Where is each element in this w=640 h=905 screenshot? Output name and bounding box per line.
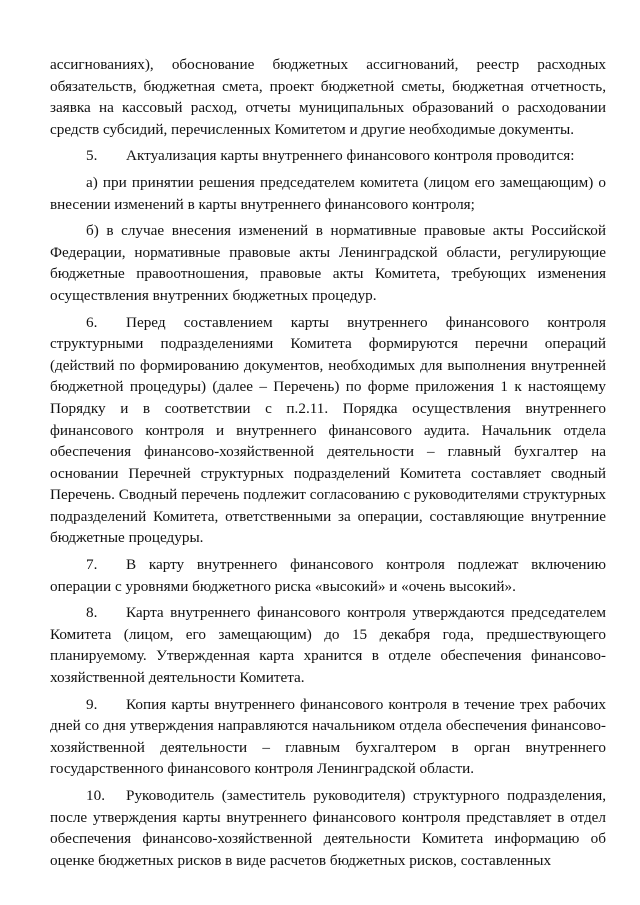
paragraph-number: 7. bbox=[86, 556, 98, 574]
paragraph-5 bbox=[50, 145, 606, 167]
paragraph-10 bbox=[50, 785, 606, 871]
paragraph-number: 8. bbox=[86, 604, 98, 622]
paragraph-7 bbox=[50, 554, 606, 597]
paragraph-5a: а) при принятии решения председателем комитета (лицом его замещающим) о внесении изменений в карты внутреннего финансового контроля; bbox=[50, 173, 606, 213]
paragraph-text: Копия карты внутреннего финансового контроля в течение трех рабочих дней со дня утверждения направляются начальником отдела обеспечения финансово-хозяйственной деятельности – главным бухгалтером в орган внутреннего государственного финансового контроля Ленинградской области. bbox=[50, 695, 606, 778]
paragraph-continuation: ассигнованиях), обоснование бюджетных ассигнований, реестр расходных обязательств, бюджетная смета, проект бюджетной сметы, бюджетная отчетность, заявка на кассовый расход, отчеты муниципальных образований о расходовании средств субсидий, перечисленных Комитетом и другие необходимые документы. bbox=[50, 56, 606, 138]
paragraph-9 bbox=[50, 694, 606, 780]
paragraph-number: 6. bbox=[86, 313, 98, 331]
paragraph-8 bbox=[50, 602, 606, 688]
paragraph-text: В карту внутреннего финансового контроля подлежат включению операции с уровнями бюджетного риска «высокий» и «очень высокий». bbox=[50, 556, 606, 595]
paragraph-text: Перед составлением карты внутреннего финансового контроля структурными подразделениями Комитета формируются перечни операций (действий по формированию документов, необходимых для выполнения внутренней бюджетной процедуры) (далее – Перечень) по форме приложения 1 к настоящему Порядку и в соответствии с п.2.11. Порядка осуществления внутреннего финансового контроля и внутреннего финансового аудита. Начальник отдела обеспечения финансово-хозяйственной деятельности – главный бухгалтер на основании Перечней структурных подразделений Комитета составляет сводный Перечень. Сводный перечень подлежит согласованию с руководителями структурных подразделений Комитета, ответственными за операции, составляющие внутренние бюджетные процедуры. bbox=[50, 313, 606, 547]
paragraph-number: 10. bbox=[86, 787, 105, 804]
paragraph-text: Актуализация карты внутреннего финансового контроля проводится: bbox=[126, 147, 575, 165]
paragraph-text: Руководитель (заместитель руководителя) структурного подразделения, после утверждения карты внутреннего финансового контроля представляет в отдел обеспечения финансово-хозяйственной деятельности Комитета информацию об оценке бюджетных рисков в виде расчетов бюджетных рисков, составленных bbox=[50, 787, 606, 869]
paragraph-number: 5. bbox=[86, 147, 98, 165]
paragraph-number: 9. bbox=[86, 695, 98, 713]
paragraph-6 bbox=[50, 312, 606, 550]
paragraph-5b: б) в случае внесения изменений в нормативные правовые акты Российской Федерации, нормативные правовые акты Ленинградской области, регулирующие бюджетные правоотношения, правовые акты Комитета, требующих изменения осуществления внутренних бюджетных процедур. bbox=[50, 222, 606, 304]
paragraph-text: Карта внутреннего финансового контроля утверждаются председателем Комитета (лицом, его замещающим) до 15 декабря года, предшествующего планируемому. Утвержденная карта хранится в отделе обеспечения финансово-хозяйственной деятельности Комитета. bbox=[50, 604, 606, 687]
